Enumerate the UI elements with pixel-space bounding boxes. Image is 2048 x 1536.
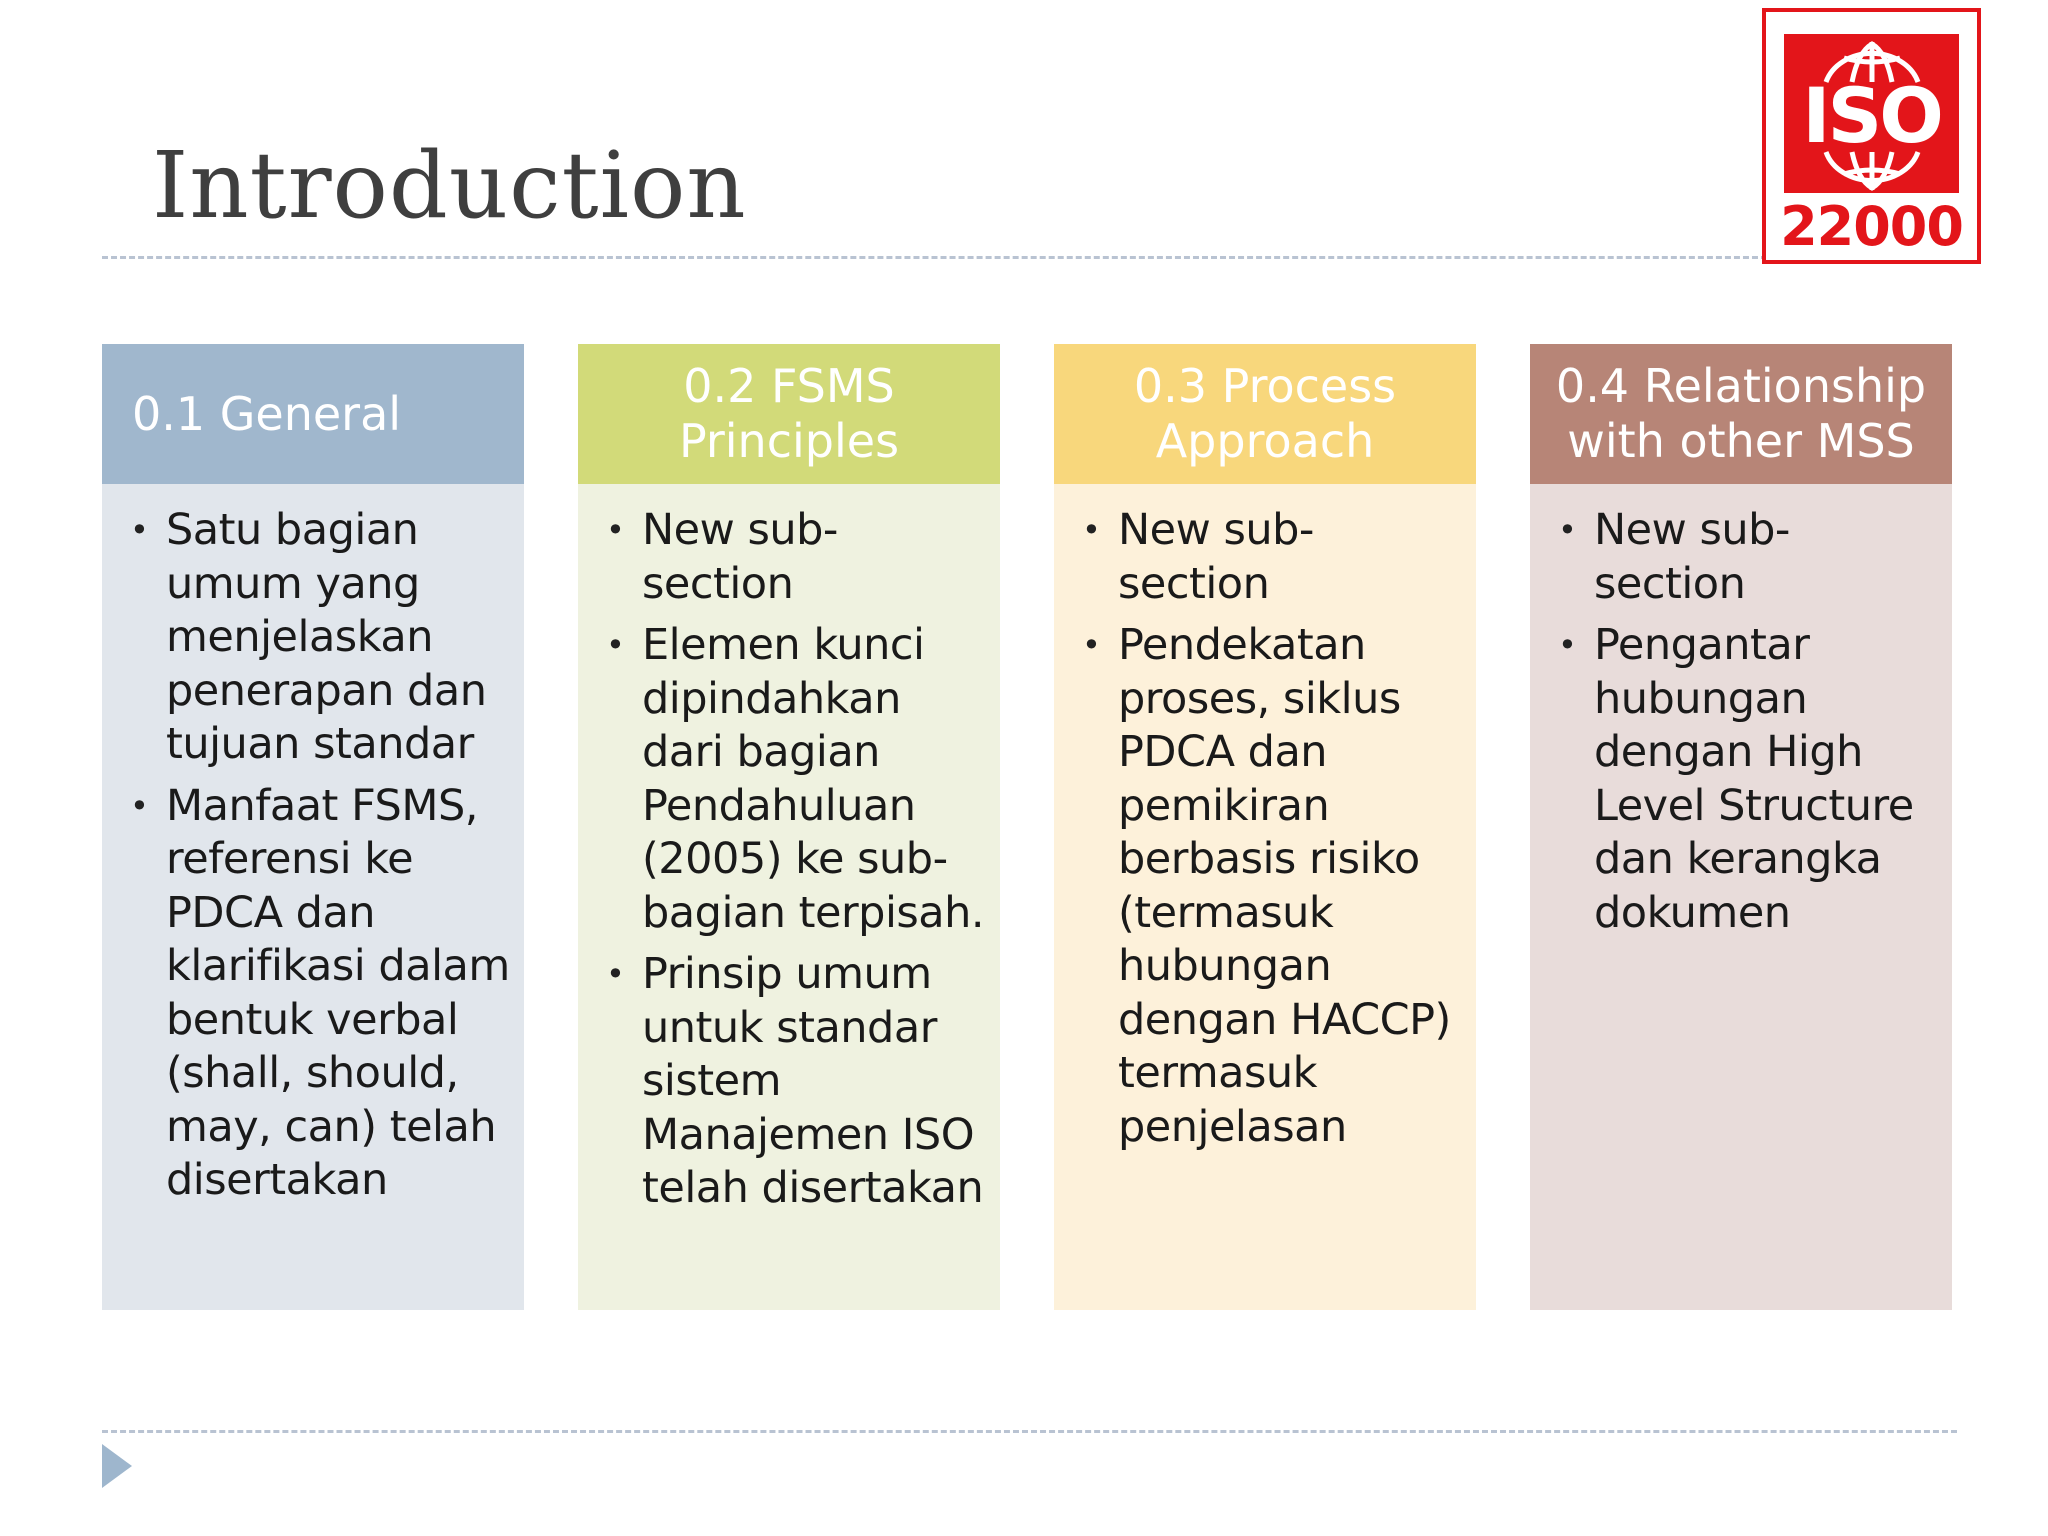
bullet-item [130, 780, 510, 1208]
bullet-list [1558, 504, 1938, 940]
bullet-icon: • [606, 626, 625, 664]
bullet-list [606, 504, 986, 1216]
bullet-text: Elemen kunci dipindahkan dari bagian Pendahuluan (2005) ke sub-bagian terpisah. [642, 620, 985, 938]
iso-logo-block [1784, 34, 1959, 193]
bullet-list [1082, 504, 1462, 1154]
column-body [102, 484, 524, 1310]
column-relationship-mss [1530, 344, 1952, 1310]
bullet-text: New sub-section [1118, 505, 1314, 609]
logo-wordmark: ISO [1802, 71, 1941, 160]
column-fsms-principles [578, 344, 1000, 1310]
bullet-text: New sub-section [1594, 505, 1790, 609]
bullet-icon: • [1082, 626, 1101, 664]
iso-22000-logo [1762, 8, 1981, 264]
logo-standard-number: 22000 [1780, 195, 1963, 258]
column-heading: 0.2 FSMS Principles [578, 344, 1000, 484]
bullet-item [606, 948, 986, 1216]
footer-divider [102, 1430, 1957, 1433]
bullet-text: New sub-section [642, 505, 838, 609]
title-divider [102, 256, 1767, 259]
bullet-text: Pengantar hubungan dengan High Level Structure dan kerangka dokumen [1594, 620, 1914, 938]
slide-title: Introduction [152, 132, 747, 239]
bullet-text: Manfaat FSMS, referensi ke PDCA dan klarifikasi dalam bentuk verbal (shall, should, may, can) telah disertakan [166, 780, 510, 1205]
bullet-icon: • [130, 786, 149, 825]
bullet-item [1558, 504, 1938, 611]
bullet-icon: • [1558, 511, 1577, 549]
bullet-item [606, 504, 986, 611]
bullet-item [1082, 619, 1462, 1154]
bullet-item [1558, 619, 1938, 940]
column-heading: 0.3 Process Approach [1054, 344, 1476, 484]
bullet-icon: • [1558, 626, 1577, 664]
column-body [1530, 484, 1952, 1310]
triangle-right-icon [102, 1444, 132, 1488]
bullet-icon: • [606, 511, 625, 549]
bullet-item [1082, 504, 1462, 611]
column-general [102, 344, 524, 1310]
bullet-icon: • [606, 955, 625, 993]
column-heading: 0.4 Relationship with other MSS [1530, 344, 1952, 484]
bullet-item [606, 619, 986, 940]
column-body [578, 484, 1000, 1310]
bullet-text: Prinsip umum untuk standar sistem Manajemen ISO telah disertakan [642, 949, 984, 1213]
column-process-approach [1054, 344, 1476, 1310]
bullet-text: Pendekatan proses, siklus PDCA dan pemikiran berbasis risiko (termasuk hubungan dengan HACCP) termasuk penjelasan [1118, 620, 1451, 1152]
column-body [1054, 484, 1476, 1310]
bullet-text: Satu bagian umum yang menjelaskan penerapan dan tujuan standar [166, 505, 487, 769]
bullet-list [130, 504, 510, 1208]
column-heading: 0.1 General [102, 344, 524, 484]
bullet-icon: • [130, 511, 149, 549]
bullet-item [130, 504, 510, 772]
bullet-icon: • [1082, 511, 1101, 549]
